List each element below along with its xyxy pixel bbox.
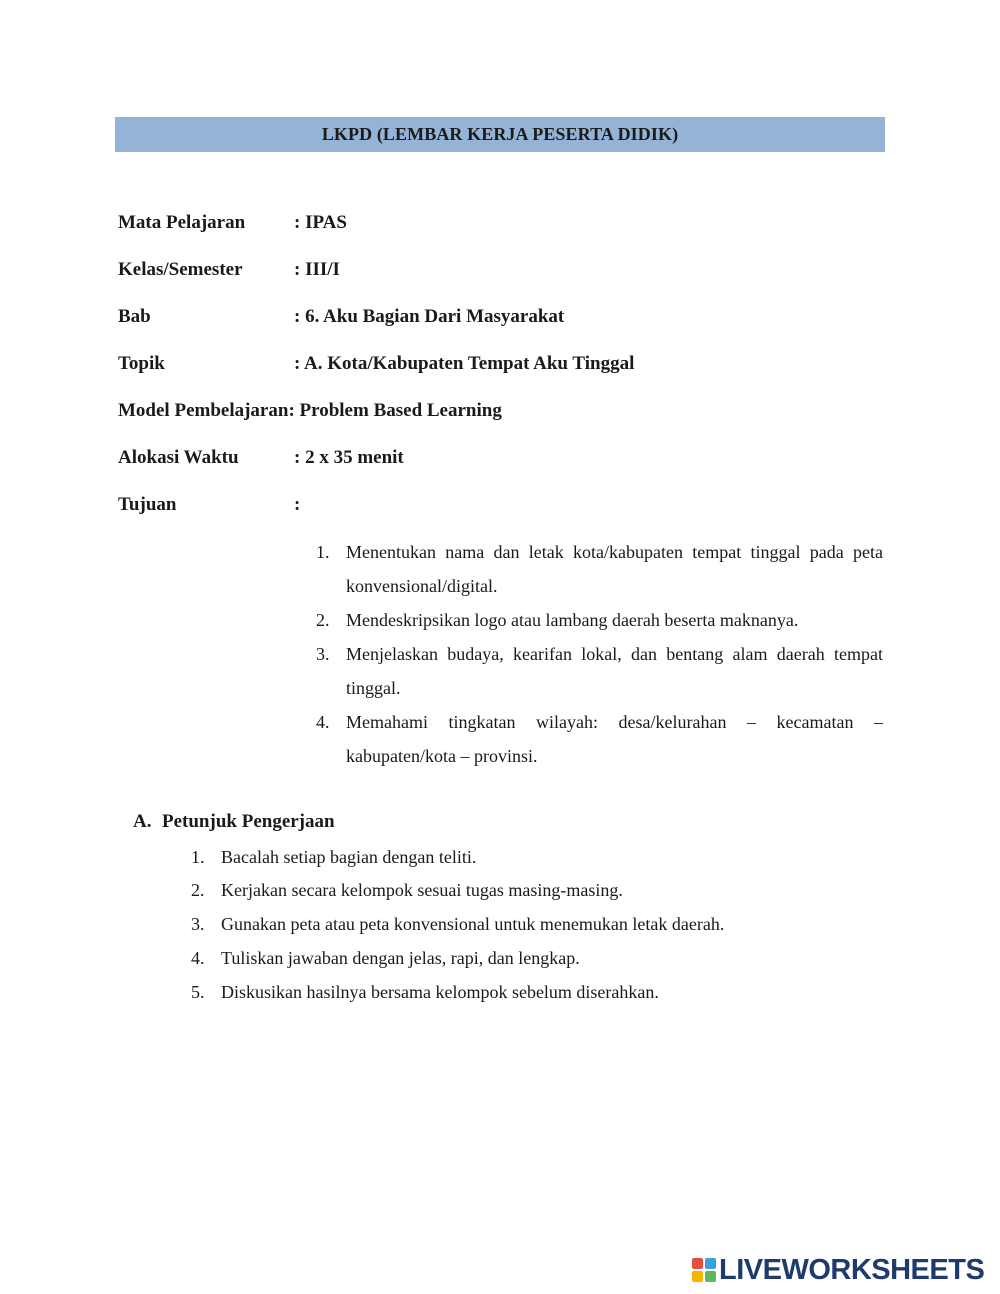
section-heading bbox=[133, 810, 335, 834]
step-text: Gunakan peta atau peta konvensional untuk menemukan letak daerah. bbox=[221, 914, 725, 934]
objective-number: 4. bbox=[316, 712, 330, 732]
objective-text: Memahami tingkatan wilayah: desa/kelurahan – kecamatan – kabupaten/kota – provinsi. bbox=[346, 712, 883, 766]
objective-text: Menjelaskan budaya, kearifan lokal, dan bentang alam daerah tempat tinggal. bbox=[346, 644, 883, 698]
meta-label: Kelas/Semester bbox=[118, 259, 243, 280]
meta-label: Bab bbox=[118, 306, 151, 327]
meta-label: Topik bbox=[118, 353, 165, 374]
meta-row-model bbox=[118, 399, 502, 423]
objective-item bbox=[316, 705, 883, 773]
step-number: 4. bbox=[191, 948, 205, 968]
step-number: 2. bbox=[191, 880, 205, 900]
liveworksheets-logo-icon bbox=[692, 1258, 716, 1282]
step-number: 3. bbox=[191, 914, 205, 934]
step-text: Bacalah setiap bagian dengan teliti. bbox=[221, 847, 477, 867]
section-letter: A. bbox=[133, 811, 152, 832]
step-text: Tuliskan jawaban dengan jelas, rapi, dan lengkap. bbox=[221, 948, 580, 968]
objective-text: Menentukan nama dan letak kota/kabupaten tempat tinggal pada peta konvensional/digital. bbox=[346, 542, 883, 596]
liveworksheets-brand[interactable] bbox=[692, 1255, 984, 1285]
objective-number: 3. bbox=[316, 644, 330, 664]
step-item bbox=[191, 980, 659, 1004]
step-number: 1. bbox=[191, 847, 205, 867]
step-number: 5. bbox=[191, 982, 205, 1002]
meta-label: Tujuan bbox=[118, 494, 177, 515]
objective-item bbox=[316, 637, 883, 705]
meta-value: : Problem Based Learning bbox=[288, 400, 502, 421]
meta-value: : III/I bbox=[294, 259, 340, 280]
step-item bbox=[191, 912, 724, 936]
meta-value: : bbox=[294, 494, 301, 515]
step-text: Diskusikan hasilnya bersama kelompok sebelum diserahkan. bbox=[221, 982, 659, 1002]
meta-label: Alokasi Waktu bbox=[118, 447, 239, 468]
meta-label: Model Pembelajaran bbox=[118, 400, 289, 421]
step-item bbox=[191, 878, 623, 902]
section-title: Petunjuk Pengerjaan bbox=[162, 811, 335, 832]
step-text: Kerjakan secara kelompok sesuai tugas masing-masing. bbox=[221, 880, 623, 900]
step-item bbox=[191, 946, 580, 970]
objective-number: 1. bbox=[316, 542, 330, 562]
brand-name: LIVEWORKSHEETS bbox=[719, 1253, 985, 1286]
meta-value: : A. Kota/Kabupaten Tempat Aku Tinggal bbox=[294, 353, 635, 374]
objective-item bbox=[316, 535, 883, 603]
objective-item bbox=[316, 603, 883, 637]
step-item bbox=[191, 845, 476, 869]
meta-label: Mata Pelajaran bbox=[118, 212, 246, 233]
meta-value: : 2 x 35 menit bbox=[294, 447, 404, 468]
worksheet-title: LKPD (LEMBAR KERJA PESERTA DIDIK) bbox=[115, 117, 885, 152]
objective-text: Mendeskripsikan logo atau lambang daerah beserta maknanya. bbox=[346, 610, 799, 630]
meta-value: : IPAS bbox=[294, 212, 347, 233]
meta-value: : 6. Aku Bagian Dari Masyarakat bbox=[294, 306, 565, 327]
objective-number: 2. bbox=[316, 610, 330, 630]
